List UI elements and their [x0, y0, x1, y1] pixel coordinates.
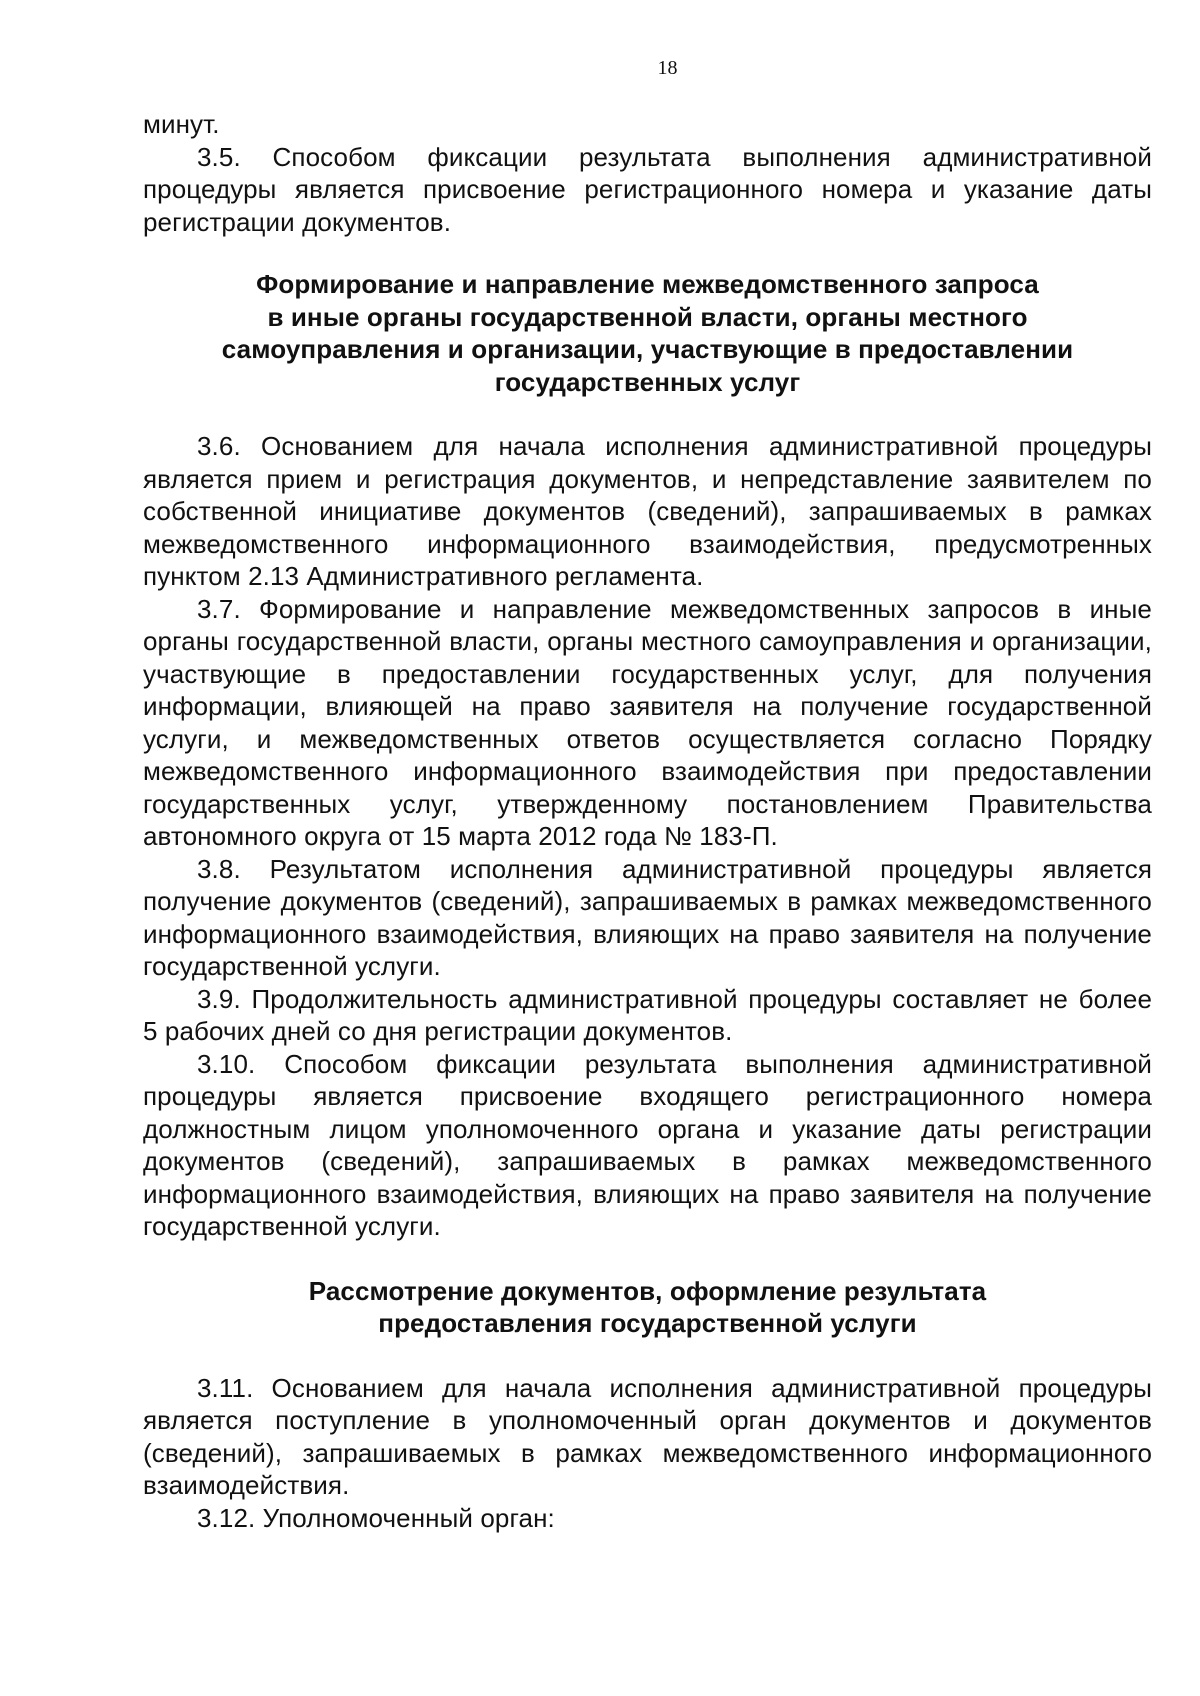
- paragraph-3-7: 3.7. Формирование и направление межведомственных запросов в иные органы государственной власти, органы местного самоуправления и организации, участвующие в предоставлении государственных услуг, для получения информации, влияющей на право заявителя на получение государственной услуги, и межведомственных ответов осуществляется согласно Порядку межведомственного информационного взаимодействия при предоставлении государственных услуг, утвержденному постановлением Правительства автономного округа от 15 марта 2012 года № 183-П.: [143, 593, 1152, 851]
- heading-line: в иные органы государственной власти, органы местного: [267, 301, 1028, 332]
- heading-line: Рассмотрение документов, оформление результата: [308, 1275, 987, 1306]
- spacer: [143, 1243, 1152, 1275]
- section-heading-interagency-request: [143, 268, 1152, 398]
- section-heading-document-review: [143, 1275, 1152, 1340]
- continuation-text: минут.: [143, 109, 220, 139]
- heading-line: самоуправления и организации, участвующие в предоставлении: [221, 334, 1074, 364]
- heading-line: государственных услуг: [494, 366, 801, 397]
- spacer: [143, 1340, 1152, 1372]
- paragraph-3-10: 3.10. Способом фиксации результата выполнения административной процедуры является присвоение входящего регистрационного номера должностным лицом уполномоченного органа и указание даты регистрации документов (сведений), запрашиваемых в рамках межведомственного информационного взаимодействия, влияющих на право заявителя на получение государственной услуги.: [143, 1048, 1152, 1241]
- document-body: [143, 108, 1152, 1534]
- page-number: 18: [657, 57, 678, 79]
- paragraph-3-9: 3.9. Продолжительность административной процедуры составляет не более 5 рабочих дней со дня регистрации документов.: [143, 983, 1152, 1046]
- paragraph-3-11: 3.11. Основанием для начала исполнения административной процедуры является поступление в уполномоченный орган документов и документов (сведений), запрашиваемых в рамках межведомственного информационного взаимодействия.: [143, 1372, 1152, 1500]
- heading-line: Формирование и направление межведомственного запроса: [256, 269, 1039, 299]
- paragraph-3-6: 3.6. Основанием для начала исполнения административной процедуры является прием и регистрация документов, и непредставление заявителем по собственной инициативе документов (сведений), запрашиваемых в рамках межведомственного информационного взаимодействия, предусмотренных пунктом 2.13 Административного регламента.: [143, 431, 1152, 591]
- paragraph-3-8: 3.8. Результатом исполнения административной процедуры является получение документов (сведений), запрашиваемых в рамках межведомственного информационного взаимодействия, влияющих на право заявителя на получение государственной услуги.: [143, 853, 1152, 981]
- paragraph-3-12: 3.12. Уполномоченный орган:: [197, 1502, 555, 1533]
- spacer: [143, 238, 1152, 268]
- heading-line: предоставления государственной услуги: [378, 1308, 917, 1338]
- spacer: [143, 398, 1152, 430]
- paragraph-3-5: 3.5. Способом фиксации результата выполнения административной процедуры является присвоение регистрационного номера и указание даты регистрации документов.: [143, 141, 1152, 237]
